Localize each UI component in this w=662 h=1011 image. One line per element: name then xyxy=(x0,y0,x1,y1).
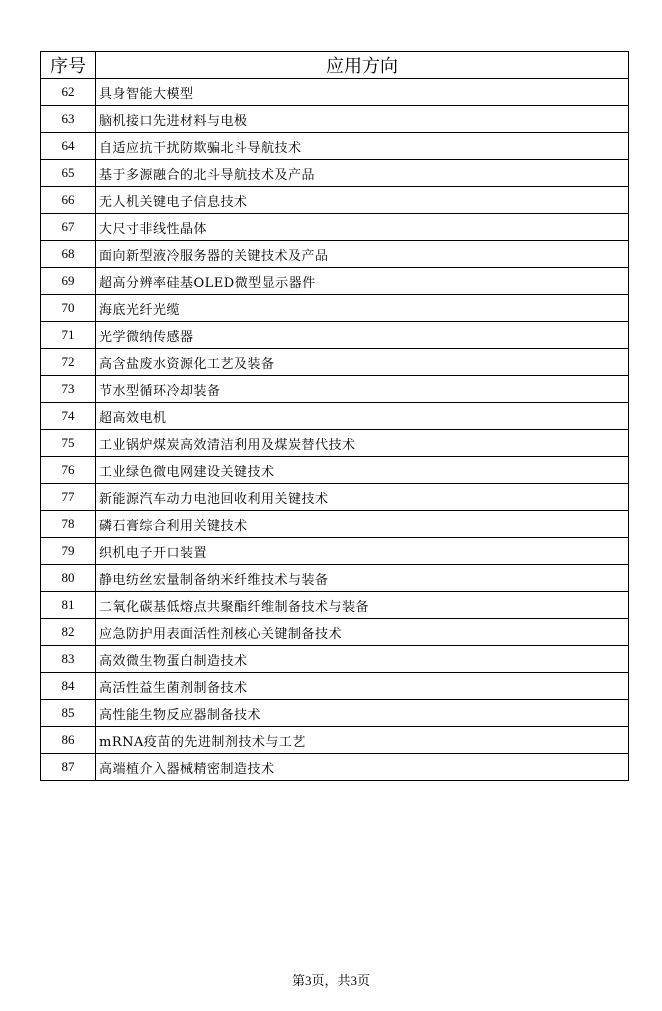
table-row xyxy=(41,160,629,187)
row-application-direction: 自适应抗干扰防欺骗北斗导航技术 xyxy=(96,133,629,160)
row-application-direction: 无人机关键电子信息技术 xyxy=(96,187,629,214)
row-application-direction: 具身智能大模型 xyxy=(96,79,629,106)
table-row xyxy=(41,511,629,538)
row-application-direction: 新能源汽车动力电池回收利用关键技术 xyxy=(96,484,629,511)
row-serial-number: 71 xyxy=(41,322,96,349)
row-application-direction: mRNA疫苗的先进制剂技术与工艺 xyxy=(96,727,629,754)
row-application-direction: 光学微纳传感器 xyxy=(96,322,629,349)
row-serial-number: 66 xyxy=(41,187,96,214)
row-application-direction: 工业锅炉煤炭高效清洁利用及煤炭替代技术 xyxy=(96,430,629,457)
table-row xyxy=(41,79,629,106)
row-application-direction: 大尺寸非线性晶体 xyxy=(96,214,629,241)
row-application-direction: 节水型循环冷却装备 xyxy=(96,376,629,403)
row-application-direction: 织机电子开口装置 xyxy=(96,538,629,565)
row-serial-number: 67 xyxy=(41,214,96,241)
table-row xyxy=(41,322,629,349)
row-application-direction: 超高分辨率硅基OLED微型显示器件 xyxy=(96,268,629,295)
row-serial-number: 81 xyxy=(41,592,96,619)
table-row xyxy=(41,268,629,295)
row-application-direction: 磷石膏综合利用关键技术 xyxy=(96,511,629,538)
row-serial-number: 64 xyxy=(41,133,96,160)
row-application-direction: 高端植介入器械精密制造技术 xyxy=(96,754,629,781)
row-application-direction: 二氧化碳基低熔点共聚酯纤维制备技术与装备 xyxy=(96,592,629,619)
table-row xyxy=(41,484,629,511)
row-application-direction: 高效微生物蛋白制造技术 xyxy=(96,646,629,673)
table-row xyxy=(41,457,629,484)
row-application-direction: 高含盐废水资源化工艺及装备 xyxy=(96,349,629,376)
table-row xyxy=(41,403,629,430)
row-application-direction: 高活性益生菌剂制备技术 xyxy=(96,673,629,700)
table-row xyxy=(41,727,629,754)
row-application-direction: 工业绿色微电网建设关键技术 xyxy=(96,457,629,484)
table-row xyxy=(41,214,629,241)
row-application-direction: 高性能生物反应器制备技术 xyxy=(96,700,629,727)
row-serial-number: 76 xyxy=(41,457,96,484)
row-application-direction: 海底光纤光缆 xyxy=(96,295,629,322)
table-row xyxy=(41,565,629,592)
table-row xyxy=(41,673,629,700)
row-serial-number: 87 xyxy=(41,754,96,781)
table-header-row xyxy=(41,52,629,79)
table-row xyxy=(41,619,629,646)
row-application-direction: 基于多源融合的北斗导航技术及产品 xyxy=(96,160,629,187)
page-footer: 第3页，共3页 xyxy=(291,973,370,988)
row-application-direction: 脑机接口先进材料与电极 xyxy=(96,106,629,133)
row-application-direction: 超高效电机 xyxy=(96,403,629,430)
table-body xyxy=(41,79,629,781)
row-serial-number: 72 xyxy=(41,349,96,376)
table-row xyxy=(41,376,629,403)
row-application-direction: 面向新型液冷服务器的关键技术及产品 xyxy=(96,241,629,268)
table-row xyxy=(41,295,629,322)
table-row xyxy=(41,187,629,214)
row-serial-number: 75 xyxy=(41,430,96,457)
row-serial-number: 70 xyxy=(41,295,96,322)
row-serial-number: 84 xyxy=(41,673,96,700)
row-serial-number: 78 xyxy=(41,511,96,538)
row-serial-number: 83 xyxy=(41,646,96,673)
table-row xyxy=(41,646,629,673)
table-row xyxy=(41,700,629,727)
row-serial-number: 62 xyxy=(41,79,96,106)
header-serial-number: 序号 xyxy=(41,52,96,79)
row-serial-number: 74 xyxy=(41,403,96,430)
row-serial-number: 86 xyxy=(41,727,96,754)
table-row xyxy=(41,349,629,376)
row-serial-number: 80 xyxy=(41,565,96,592)
application-directions-table xyxy=(40,51,629,781)
row-serial-number: 77 xyxy=(41,484,96,511)
row-serial-number: 68 xyxy=(41,241,96,268)
table-row xyxy=(41,538,629,565)
row-serial-number: 69 xyxy=(41,268,96,295)
row-serial-number: 82 xyxy=(41,619,96,646)
row-serial-number: 85 xyxy=(41,700,96,727)
row-serial-number: 79 xyxy=(41,538,96,565)
row-serial-number: 65 xyxy=(41,160,96,187)
table-row xyxy=(41,133,629,160)
table-row xyxy=(41,430,629,457)
row-application-direction: 应急防护用表面活性剂核心关键制备技术 xyxy=(96,619,629,646)
row-application-direction: 静电纺丝宏量制备纳米纤维技术与装备 xyxy=(96,565,629,592)
row-serial-number: 63 xyxy=(41,106,96,133)
table-row xyxy=(41,754,629,781)
row-serial-number: 73 xyxy=(41,376,96,403)
header-application-direction: 应用方向 xyxy=(96,52,629,79)
table-row xyxy=(41,106,629,133)
table-row xyxy=(41,241,629,268)
table-row xyxy=(41,592,629,619)
